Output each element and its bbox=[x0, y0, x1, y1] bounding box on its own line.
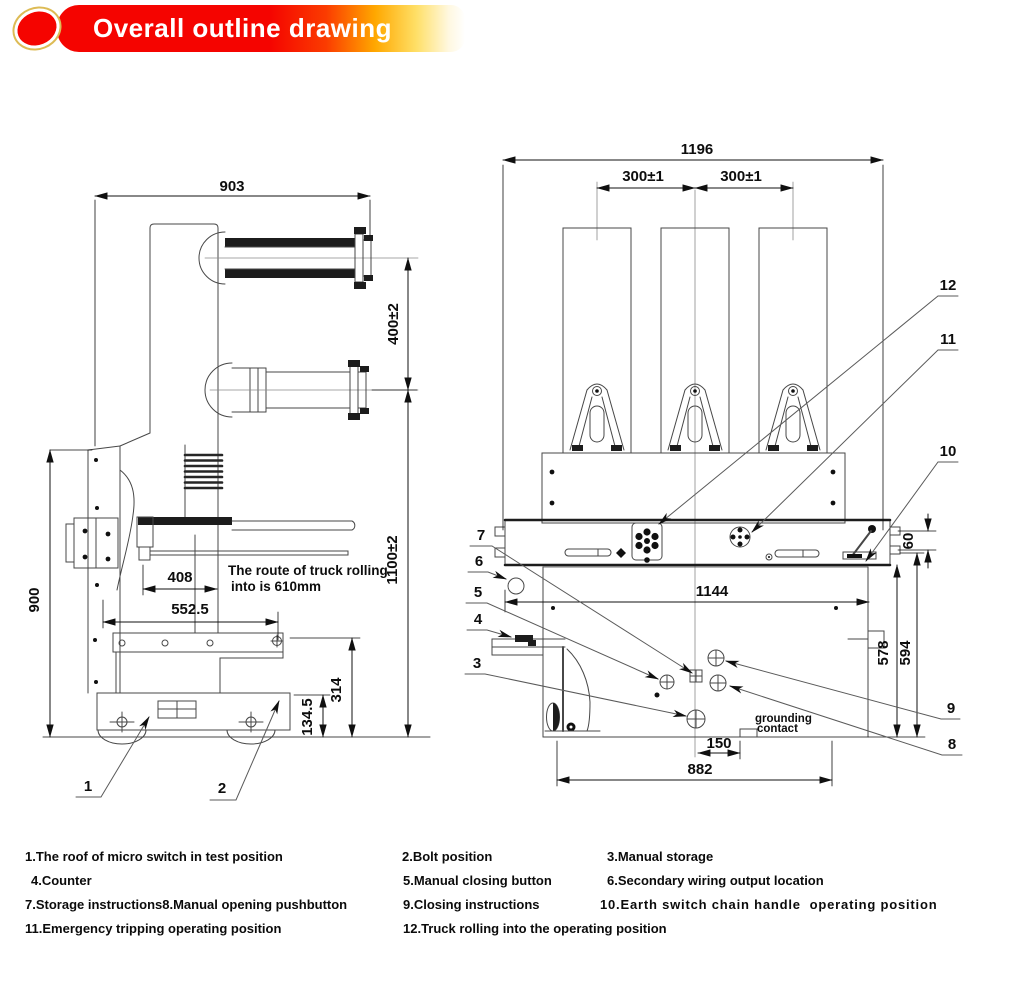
storage-indicator-slot bbox=[565, 549, 611, 556]
svg-text:60: 60 bbox=[900, 532, 917, 550]
svg-text:contact: contact bbox=[757, 723, 798, 735]
svg-text:134.5: 134.5 bbox=[299, 698, 316, 736]
dim-578 bbox=[875, 565, 897, 737]
dim-1144 bbox=[505, 583, 869, 612]
svg-text:grounding: grounding bbox=[755, 713, 812, 725]
dim-882 bbox=[557, 741, 832, 786]
diamond-mark bbox=[616, 548, 626, 558]
grounding-contact-step bbox=[740, 729, 757, 737]
legend-item-4: 4.Counter bbox=[31, 873, 92, 888]
svg-text:1144: 1144 bbox=[695, 583, 729, 600]
svg-text:12: 12 bbox=[939, 277, 957, 294]
dim-1345 bbox=[294, 695, 330, 737]
svg-text:3: 3 bbox=[472, 655, 482, 672]
dim-5525 bbox=[103, 600, 278, 640]
lower-frame bbox=[492, 567, 884, 737]
pole-right bbox=[759, 228, 827, 453]
manual-storage-hole bbox=[687, 710, 705, 728]
callout-3 bbox=[465, 655, 686, 716]
svg-text:into is 610mm: into is 610mm bbox=[231, 579, 322, 594]
legend-item-6: 6.Secondary wiring output location bbox=[607, 873, 824, 888]
emergency-trip-indicator bbox=[730, 527, 750, 547]
svg-text:4: 4 bbox=[473, 611, 483, 628]
svg-text:2: 2 bbox=[217, 780, 227, 797]
callout-12 bbox=[659, 277, 958, 524]
callout-1 bbox=[76, 717, 149, 797]
front-panel-band bbox=[495, 520, 900, 565]
dim-1196 bbox=[503, 141, 883, 530]
upper-bushing-arm bbox=[199, 227, 418, 289]
svg-text:6: 6 bbox=[474, 553, 484, 570]
legend-item-10: 10.Earth switch chain handle operating position bbox=[600, 897, 938, 912]
legend-item-11: 11.Emergency tripping operating position bbox=[25, 921, 282, 936]
opening-pushbutton bbox=[710, 675, 726, 691]
svg-text:300±1: 300±1 bbox=[720, 168, 762, 185]
left-side-view-drawing bbox=[43, 224, 430, 744]
dim-903 bbox=[95, 178, 370, 446]
truck-base bbox=[97, 693, 290, 744]
svg-text:1100±2: 1100±2 bbox=[384, 535, 401, 585]
svg-text:1: 1 bbox=[83, 778, 93, 795]
page-title: Overall outline drawing bbox=[93, 13, 392, 43]
callout-11 bbox=[752, 331, 958, 532]
dim-300-right bbox=[695, 168, 793, 188]
svg-text:11: 11 bbox=[940, 331, 956, 348]
secondary-wiring-output bbox=[508, 578, 524, 594]
svg-text:8: 8 bbox=[947, 736, 957, 753]
dim-400 bbox=[372, 258, 417, 390]
legend-item-12: 12.Truck rolling into the operating position bbox=[403, 921, 667, 936]
svg-text:903: 903 bbox=[219, 178, 245, 195]
svg-text:594: 594 bbox=[897, 640, 914, 666]
svg-text:7: 7 bbox=[476, 527, 486, 544]
dim-900 bbox=[26, 450, 92, 737]
callout-9 bbox=[726, 661, 960, 719]
front-view-drawing bbox=[492, 182, 900, 757]
callout-2 bbox=[210, 701, 279, 800]
legend-item-1: 1.The roof of micro switch in test position bbox=[25, 849, 283, 864]
svg-text:300±1: 300±1 bbox=[622, 168, 664, 185]
route-note bbox=[228, 563, 388, 594]
dim-408 bbox=[143, 565, 217, 595]
dim-150 bbox=[698, 735, 740, 759]
legend-item-3: 3.Manual storage bbox=[607, 849, 714, 864]
dim-300-left bbox=[597, 168, 695, 188]
legend-item-2: 2.Bolt position bbox=[402, 849, 493, 864]
legend-item-9: 9.Closing instructions bbox=[403, 897, 540, 912]
legend-item-5: 5.Manual closing button bbox=[403, 873, 552, 888]
truck-latch-box bbox=[66, 518, 118, 568]
svg-text:408: 408 bbox=[167, 569, 193, 586]
bellows-coil bbox=[185, 455, 222, 488]
svg-text:The route of truck rolling: The route of truck rolling bbox=[228, 563, 388, 578]
storage-indicator-bolt bbox=[690, 670, 702, 682]
pole-left bbox=[563, 228, 631, 453]
callout-4 bbox=[467, 611, 511, 637]
svg-text:9: 9 bbox=[946, 700, 956, 717]
svg-text:10: 10 bbox=[939, 443, 957, 460]
svg-text:552.5: 552.5 bbox=[171, 601, 209, 618]
truck-platform bbox=[113, 633, 283, 693]
counter-bracket bbox=[492, 635, 565, 655]
contact-arm bbox=[137, 517, 355, 560]
svg-text:1196: 1196 bbox=[680, 141, 714, 158]
legend-item-7-8: 7.Storage instructions8.Manual opening pushbutton bbox=[25, 897, 348, 912]
svg-text:900: 900 bbox=[26, 587, 43, 613]
closing-indicator-slot bbox=[775, 550, 819, 557]
svg-text:150: 150 bbox=[706, 735, 732, 752]
grounding-contact-label bbox=[755, 713, 812, 735]
svg-text:314: 314 bbox=[328, 677, 345, 703]
svg-text:882: 882 bbox=[687, 761, 713, 778]
truck-rolling-interface bbox=[632, 523, 662, 563]
svg-text:5: 5 bbox=[473, 584, 483, 601]
mechanism-box bbox=[542, 453, 845, 523]
latch-cam-assembly bbox=[545, 647, 600, 732]
closing-instruction-bolt bbox=[708, 650, 724, 666]
closing-button bbox=[660, 675, 674, 689]
svg-text:400±2: 400±2 bbox=[385, 303, 402, 345]
svg-text:578: 578 bbox=[875, 640, 892, 666]
